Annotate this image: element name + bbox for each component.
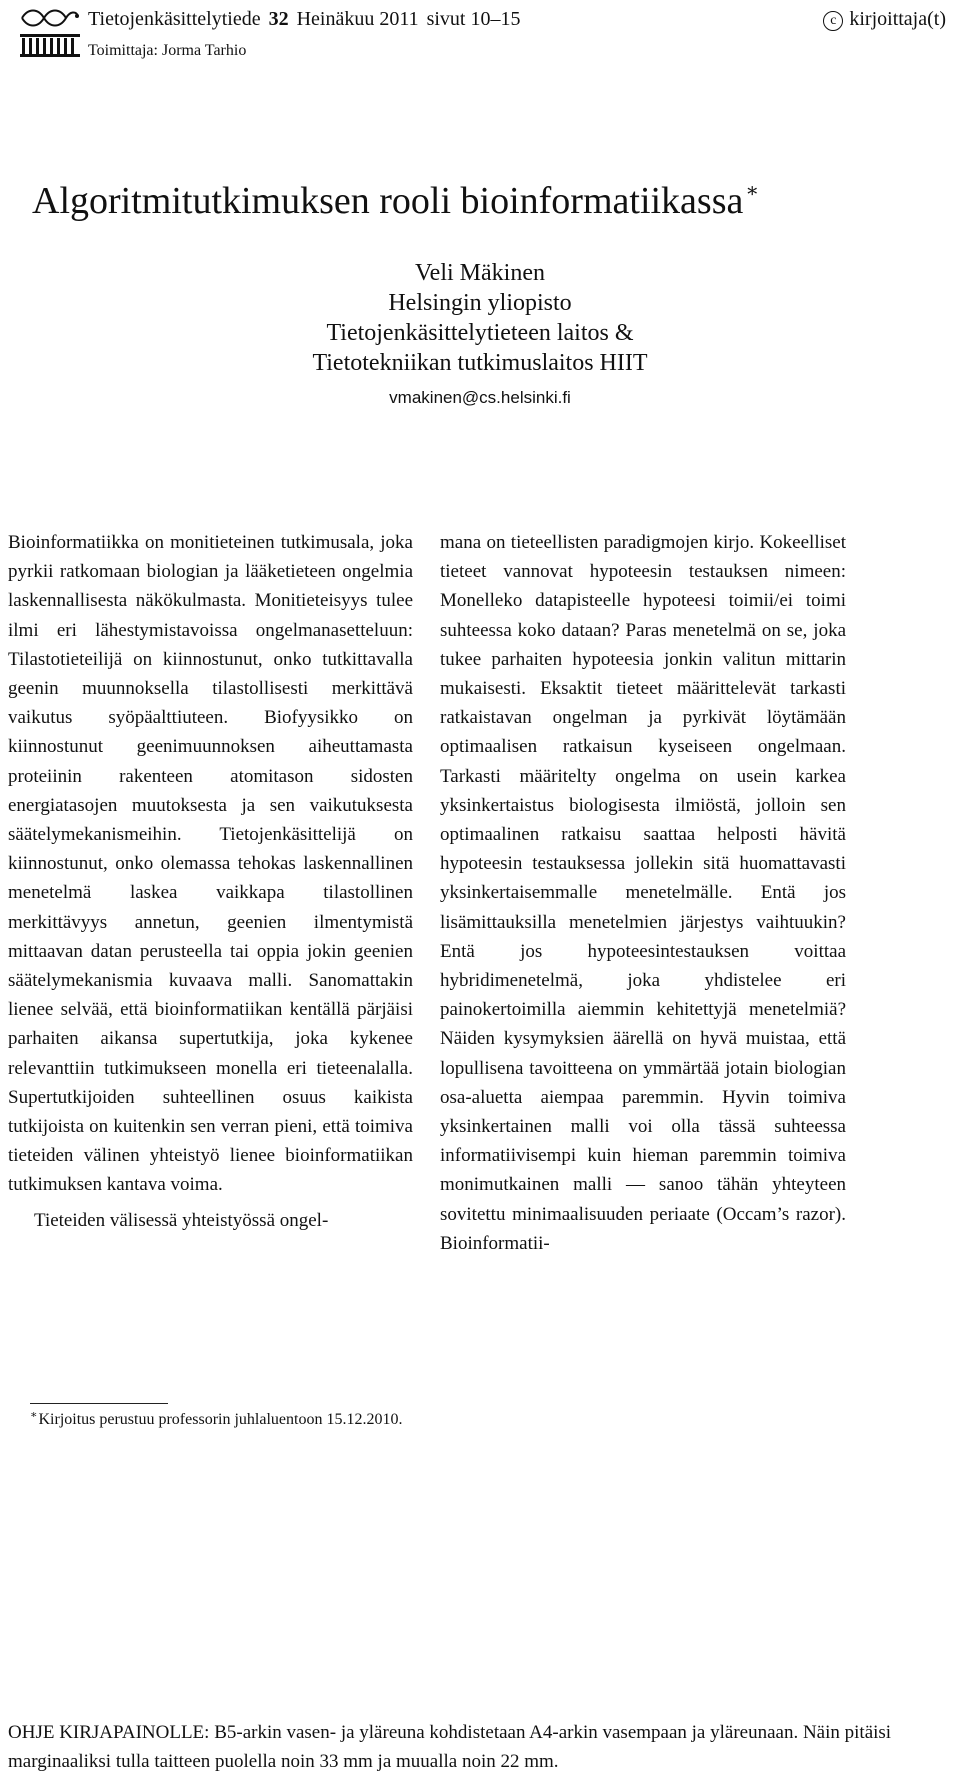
running-header bbox=[18, 6, 946, 62]
affiliation-institute: Tietotekniikan tutkimuslaitos HIIT bbox=[312, 350, 648, 376]
copyright-notice bbox=[823, 8, 946, 31]
journal-volume: 32 bbox=[268, 8, 289, 30]
footnote-divider bbox=[30, 1403, 168, 1404]
body-paragraph: Tieteiden välisessä yhteistyössä ongel- bbox=[34, 1209, 329, 1231]
affiliation-university: Helsingin yliopisto bbox=[388, 290, 572, 316]
body-column-right bbox=[440, 528, 846, 1258]
article-title-text: Algoritmitutkimuksen rooli bioinformatiikassa bbox=[32, 180, 744, 222]
page-range: sivut 10–15 bbox=[426, 8, 521, 30]
issue-date: Heinäkuu 2011 bbox=[296, 8, 419, 30]
author-name: Veli Mäkinen bbox=[415, 260, 545, 286]
title-footnote-mark: ∗ bbox=[745, 180, 759, 202]
printer-instruction: OHJE KIRJAPAINOLLE: B5-arkin vasen- ja yläreuna kohdistetaan A4-arkin vasempaan ja yläreunaan. Näin pitäisi marginaaliksi tulla taitteen puolella noin 33 mm ja muualla noin 22 mm. bbox=[8, 1722, 892, 1772]
journal-header-line bbox=[88, 8, 529, 31]
editor-line: Toimittaja: Jorma Tarhio bbox=[88, 42, 247, 59]
article-title bbox=[32, 178, 759, 223]
copyright-text: kirjoittaja(t) bbox=[849, 8, 946, 30]
footnote-text: Kirjoitus perustuu professorin juhlaluentoon 15.12.2010. bbox=[38, 1411, 403, 1428]
body-paragraph: Bioinformatiikka on monitieteinen tutkimusala, joka pyrkii ratkomaan biologian ja lääketieteen ongelmia laskennallisesta näkökulmasta. Monitieteisyys tulee ilmi eri lähestymistavoissa ongelmanasetteluun: Tilastotieteilijä on kiinnostunut, onko tutkittavalla geenin muunnoksella tilastollisesti merkittävä vaikutus syöpäalttiuteen. Biofyysikko on kiinnostunut geenimuunnoksen aiheuttamasta proteiinin rakenteen atomitason sidosten energiatasojen muutoksesta ja sen vaikutuksesta säätelymekanismeihin. Tietojenkäsittelijä on kiinnostunut, onko olemassa tehokas laskennallinen menetelmä laskea vaikkapa tilastollinen merkittävyys annetun, geenien ilmentymistä mittaavan datan perusteella tai oppia jokin geenien säätelymekanismia kuvaava malli. Sanomattakin lienee selvää, että bioinformatiikan kentällä pärjäisi parhaiten aikansa supertutkija, joka kykenee relevanttiin tutkimukseen monella eri tieteenalalla. Supertutkijoiden suhteellinen osuus kaikista tutkijoista on kuitenkin sen verran pieni, että toimiva tieteiden välinen yhteistyö lienee bioinformatiikan tutkimuksen kantava voima. bbox=[8, 532, 413, 1196]
journal-name: Tietojenkäsittelytiede bbox=[88, 8, 261, 30]
footnote bbox=[30, 1408, 402, 1429]
journal-logo-icon bbox=[18, 6, 82, 58]
body-column-left bbox=[8, 528, 413, 1235]
body-paragraph: mana on tieteellisten paradigmojen kirjo. Kokeelliset tieteet vannovat hypoteesin testauksen nimeen: Monelleko datapisteelle hypoteesi toimii/ei toimi suhteessa koko dataan? Paras menetelmä on se, joka tukee parhaiten hypoteesia jonkin valitun mittarin mukaisesti. Eksaktit tieteet määrittelevät tarkasti ratkaistavan ongelman ja pyrkivät löytämään optimaalisen ratkaisun kyseiseen ongelmaan. Tarkasti määritelty ongelma on usein karkea yksinkertaistus biologisesta ilmiöstä, jolloin sen optimaalinen ratkaisu saattaa helposti hävitä hypoteesin testauksessa jollekin sitä huomattavasti yksinkertaisemmalle menetelmälle. Entä jos lisämittauksilla menetelmien järjestys vaihtuukin? Entä jos hypoteesintestauksen voittaa hybridimenetelmä, joka yhdistelee eri painokertoimilla aiemmin kehitettyjä menetelmiä? Näiden kysymyksien äärellä on hyvä muistaa, että lopullisena tavoitteena on ymmärtää jotain biologian osa-aluetta aiempaa paremmin. Hyvin toimiva yksinkertainen malli voi olla tässä suhteessa informatiivisempi kuin hieman paremmin toimiva monimutkainen malli — sanoo tähän yhteyteen sovitettu minimaalisuuden periaate (Occam’s razor). Bioinformatii- bbox=[440, 532, 846, 1254]
copyright-icon: c bbox=[823, 11, 843, 31]
affiliation-department: Tietojenkäsittelytieteen laitos & bbox=[326, 320, 634, 346]
author-email: vmakinen@cs.helsinki.fi bbox=[389, 388, 571, 407]
footnote-mark: ∗ bbox=[30, 1409, 38, 1421]
author-block bbox=[0, 258, 960, 410]
